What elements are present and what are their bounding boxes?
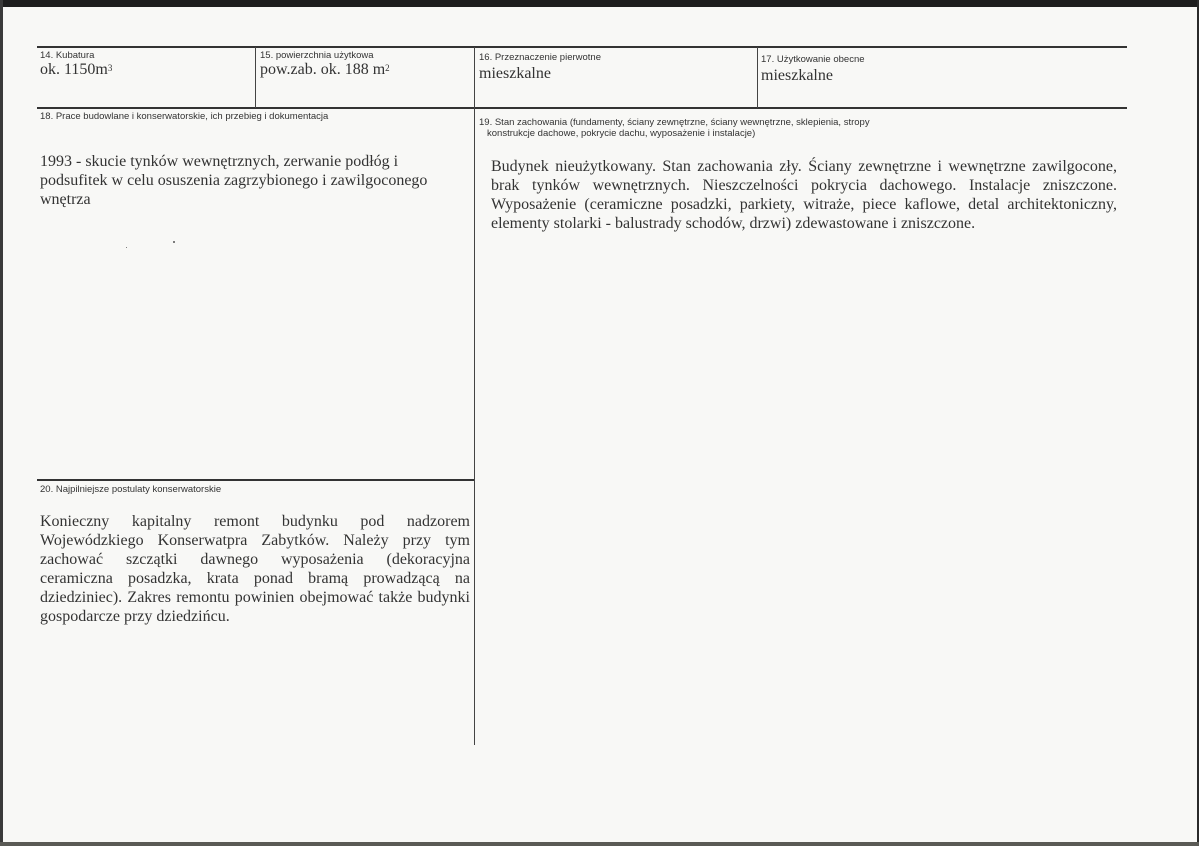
field-16-value: mieszkalne xyxy=(479,65,551,82)
field-19-label-line1: 19. Stan zachowania (fundamenty, ściany zewnętrzne, ściany wewnętrzne, sklepienia, stropy xyxy=(479,117,870,128)
field-20-label: 20. Najpilniejsze postulaty konserwatorskie xyxy=(40,484,222,495)
scan-edge-bottom xyxy=(0,842,1199,846)
field-19-label-line2: konstrukcje dachowe, pokrycie dachu, wyposażenie i instalacje) xyxy=(487,128,756,139)
field-15-label: 15. powierzchnia użytkowa xyxy=(260,50,374,61)
field-16-label: 16. Przeznaczenie pierwotne xyxy=(479,52,601,63)
divider-14-15 xyxy=(255,47,256,108)
field-14-value-unit-exponent: 3 xyxy=(107,63,113,73)
scan-speck xyxy=(126,247,127,248)
field-17-label: 17. Użytkowanie obecne xyxy=(761,54,865,65)
field-18-text: 1993 - skucie tynków wewnętrznych, zerwanie podłóg i podsufitek w celu osuszenia zagrzybionego i zawilgoconego wnętrza xyxy=(40,153,428,208)
field-15-value xyxy=(260,61,390,79)
field-19-text: Budynek nieużytkowany. Stan zachowania zły. Ściany zewnętrzne i wewnętrzne zawilgocone, brak tynków wewnętrznych. Nieszczelności pokrycia dachowego. Instalacje zniszczone. Wyposażenie (ceramiczne posadzki, parkiety, witraże, piece kaflowe, detal architektoniczny, elementy stolarki - balustrady schodów, drzwi) zdewastowane i zniszczone. xyxy=(491,158,1117,232)
row1-bottom-rule xyxy=(37,107,1127,109)
field-17-value: mieszkalne xyxy=(761,67,833,84)
field-15-value-text: pow.zab. ok. 188 m xyxy=(260,61,386,78)
field-15-value-unit-exponent: 2 xyxy=(385,63,390,73)
field-18-label: 18. Prace budowlane i konserwatorskie, ich przebieg i dokumentacja xyxy=(40,111,329,122)
field-14-value-text: ok. 1150m xyxy=(40,61,108,78)
scan-speck xyxy=(173,241,175,243)
divider-16-17 xyxy=(757,47,758,108)
divider-main xyxy=(474,47,475,745)
scan-edge-left xyxy=(0,0,3,846)
row20-top-rule xyxy=(37,479,474,481)
row1-top-rule xyxy=(37,46,1127,48)
field-14-value xyxy=(40,61,112,79)
scan-edge-top xyxy=(0,0,1199,7)
field-20-text: Konieczny kapitalny remont budynku pod nadzorem Wojewódzkiego Konserwatpra Zabytków. Należy przy tym zachować szczątki dawnego wyposażenia (dekoracyjna ceramiczna posadzka, krata ponad bramą prowadzącą na dziedziniec). Zakres remontu powinien obejmować także budynki gospodarcze przy dziedzińcu. xyxy=(40,513,470,625)
field-14-label: 14. Kubatura xyxy=(40,50,95,61)
